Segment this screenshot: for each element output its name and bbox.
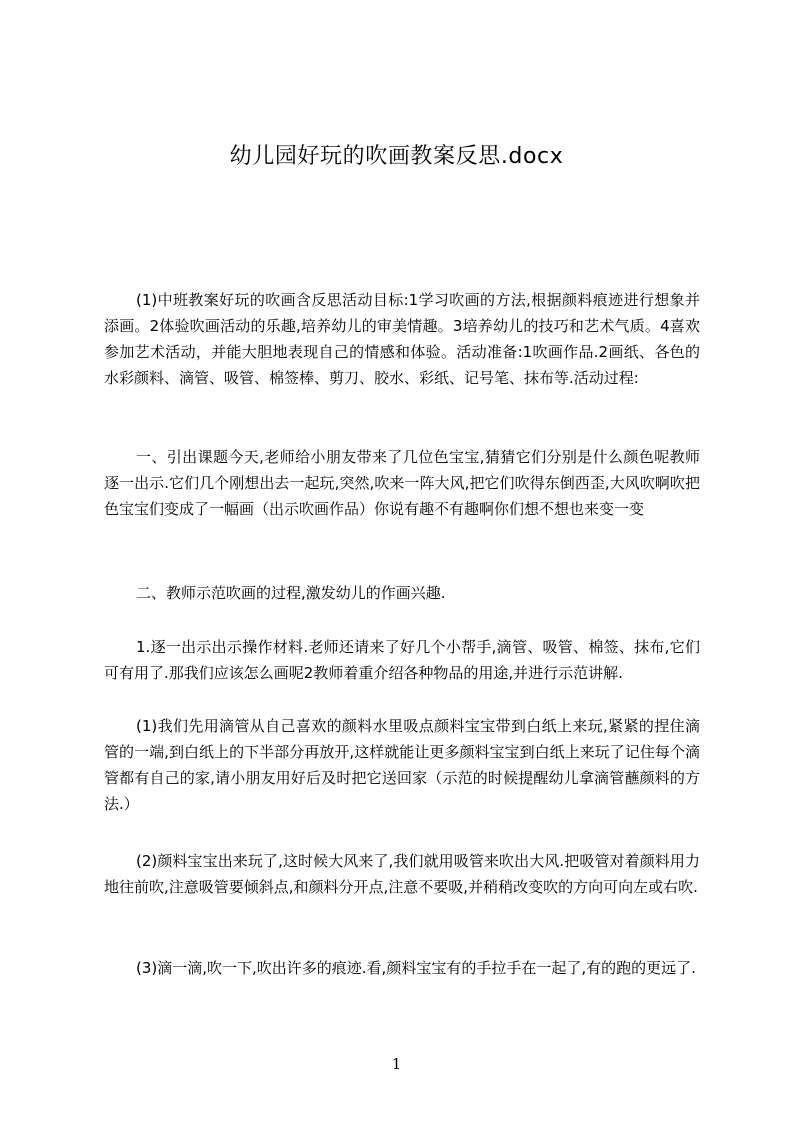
paragraph-show-materials: 1.逐一出示出示操作材料.老师还请来了好几个小帮手,滴管、吸管、棉签、抹布,它们可有用了.那我们应该怎么画呢2教师着重介绍各种物品的用途,并进行示范讲解. [104, 638, 700, 682]
paragraph-teacher-demo: 二、教师示范吹画的过程,激发幼儿的作画兴趣. [136, 584, 446, 602]
paragraph-introduce-topic: 一、引出课题今天,老师给小朋友带来了几位色宝宝,猜猜它们分别是什么颜色呢教师逐一出示.它们几个刚想出去一起玩,突然,吹来一阵大风,把它们吹得东倒西歪,大风吹啊吹把色宝宝们变成了一幅画（出示吹画作品）你说有趣不有趣啊你们想不想也来变一变 [104, 448, 700, 518]
document-title: 幼儿园好玩的吹画教案反思.docx [229, 144, 564, 169]
paragraph-step-dropper: (1)我们先用滴管从自己喜欢的颜料水里吸点颜料宝宝带到白纸上来玩,紧紧的捏住滴管的一端,到白纸上的下半部分再放开,这样就能让更多颜料宝宝到白纸上来玩了记住每个滴管都有自己的家,请小朋友用好后及时把它送回家（示范的时候提醒幼儿拿滴管蘸颜料的方法.） [104, 717, 700, 813]
page-number: 1 [391, 1055, 402, 1073]
paragraph-activity-overview: (1)中班教案好玩的吹画含反思活动目标:1学习吹画的方法,根据颜料痕迹进行想象并添画。2体验吹画活动的乐趣,培养幼儿的审美情趣。3培养幼儿的技巧和艺术气质。4喜欢参加艺术活动，并能大胆地表现自己的情感和体验。活动准备:1吹画作品.2画纸、各色的水彩颜料、滴管、吸管、棉签棒、剪刀、胶水、彩纸、记号笔、抹布等.活动过程: [104, 291, 700, 387]
paragraph-step-blow: (2)颜料宝宝出来玩了,这时候大风来了,我们就用吸管来吹出大风.把吸管对着颜料用力地往前吹,注意吸管要倾斜点,和颜料分开点,注意不要吸,并稍稍改变吹的方向可向左或右吹. [104, 852, 700, 896]
paragraph-step-repeat: (3)滴一滴,吹一下,吹出许多的痕迹.看,颜料宝宝有的手拉手在一起了,有的跑的更远了. [136, 959, 696, 977]
